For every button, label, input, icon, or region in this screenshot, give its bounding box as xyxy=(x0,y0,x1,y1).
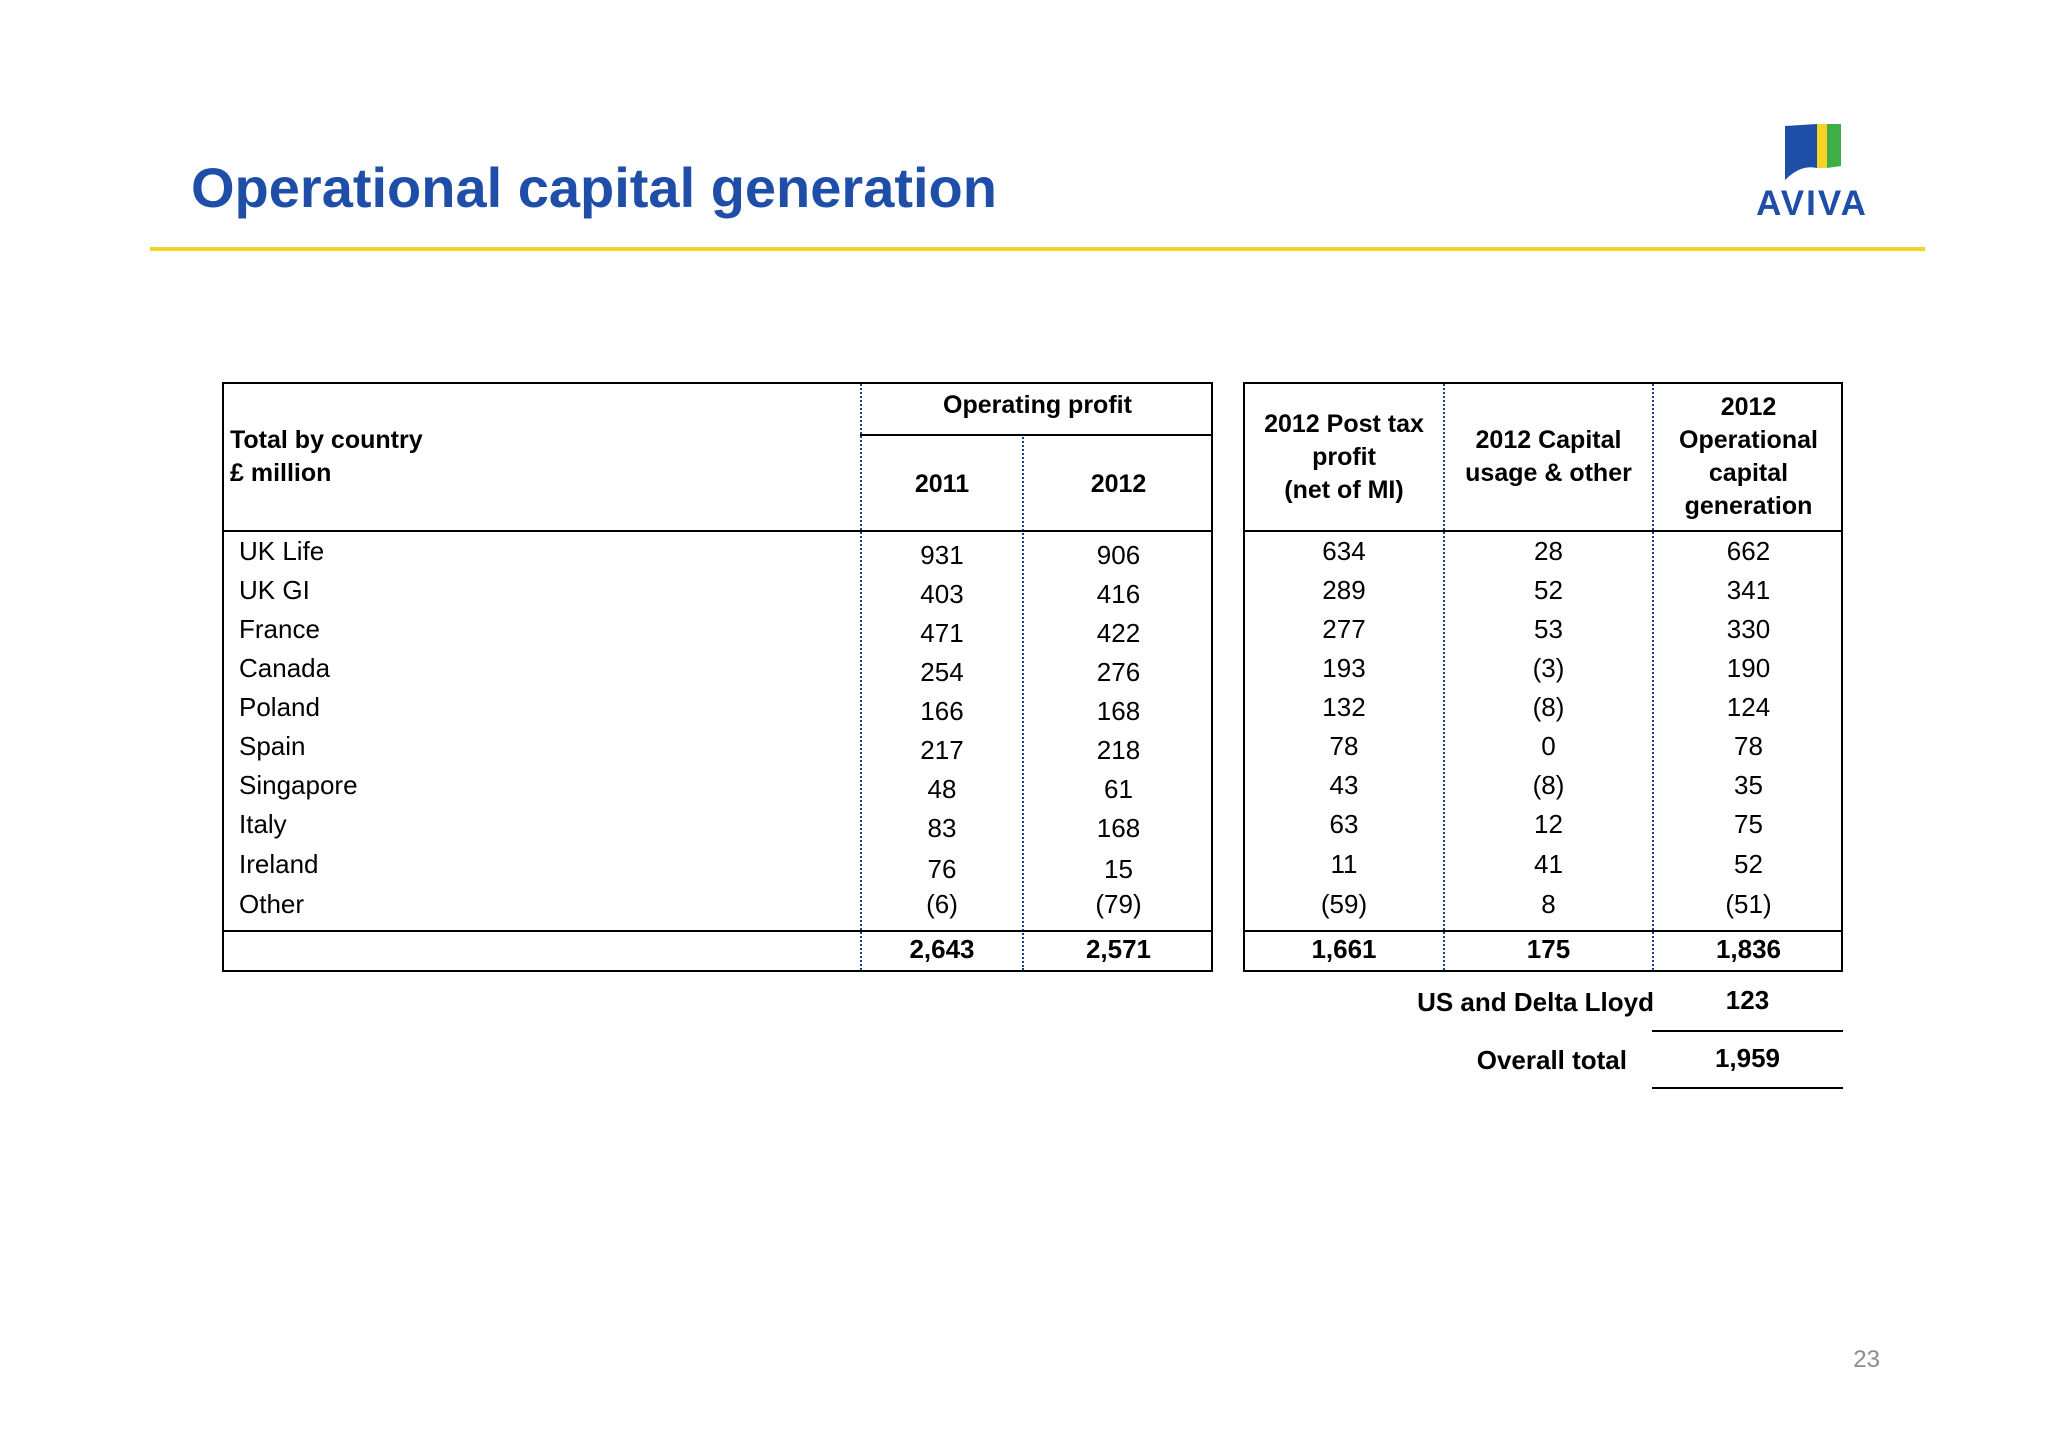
post-tax-value: 132 xyxy=(1322,692,1366,722)
profit-2011-value: 166 xyxy=(920,696,964,726)
total-post-tax-value: 1,661 xyxy=(1311,934,1377,964)
profit-2012-value: 15 xyxy=(1104,854,1133,884)
capital-usage-value: (8) xyxy=(1532,770,1565,800)
profit-2012-value: 218 xyxy=(1096,735,1141,765)
country-label: Poland xyxy=(239,692,320,722)
page-number: 23 xyxy=(1853,1346,1880,1373)
header-rule xyxy=(1245,530,1841,532)
extra-row-rule xyxy=(1652,1030,1843,1032)
profit-2011-value: 76 xyxy=(927,854,957,884)
country-label: Canada xyxy=(239,653,331,683)
year-2011-header: 2011 xyxy=(914,470,970,498)
profit-2011-value: 254 xyxy=(920,657,964,687)
header-line: 2012 Capital xyxy=(1475,426,1622,454)
profit-2011-value: (6) xyxy=(926,889,958,919)
total-2011-value: 2,643 xyxy=(909,934,975,964)
profit-2012-value: 416 xyxy=(1096,579,1141,609)
aviva-logo-mark-icon xyxy=(1785,124,1841,180)
post-tax-value: 43 xyxy=(1329,770,1359,800)
header-line: generation xyxy=(1684,492,1813,520)
country-label: UK Life xyxy=(239,536,325,566)
profit-2012-value: 276 xyxy=(1096,657,1141,687)
header-line: Operational xyxy=(1679,426,1818,454)
country-label: Ireland xyxy=(239,849,319,879)
capital-usage-value: (3) xyxy=(1532,653,1565,683)
aviva-logo xyxy=(1742,124,1882,223)
header-rule xyxy=(224,530,1211,532)
capital-generation-value: 662 xyxy=(1726,536,1771,566)
header-line: 2012 Post tax xyxy=(1264,410,1424,438)
post-tax-value: 634 xyxy=(1322,536,1366,566)
post-tax-profit-header xyxy=(1245,408,1443,507)
country-label: Singapore xyxy=(239,770,358,800)
row-label-header-line: Total by country xyxy=(230,426,423,454)
profit-2012-value: (79) xyxy=(1095,889,1142,919)
capital-generation-value: 75 xyxy=(1734,809,1763,839)
country-label: Italy xyxy=(239,809,287,839)
post-tax-value: 63 xyxy=(1329,809,1359,839)
operating-profit-header: Operating profit xyxy=(943,391,1132,419)
capital-usage-value: (8) xyxy=(1532,692,1565,722)
aviva-wordmark: AVIVA xyxy=(1756,184,1868,223)
profit-2012-value: 168 xyxy=(1096,813,1141,843)
post-tax-value: 11 xyxy=(1330,849,1358,879)
total-capital-usage-value: 175 xyxy=(1526,934,1571,964)
country-label: France xyxy=(239,614,320,644)
capital-usage-value: 41 xyxy=(1534,849,1563,879)
capital-usage-value: 0 xyxy=(1541,731,1556,761)
capital-generation-value: 78 xyxy=(1734,731,1763,761)
profit-2012-value: 61 xyxy=(1104,774,1133,804)
country-label: Other xyxy=(239,889,305,919)
country-label: Spain xyxy=(239,731,306,761)
year-2012-header: 2012 xyxy=(1090,470,1147,498)
capital-usage-value: 53 xyxy=(1534,614,1563,644)
us-delta-lloyd-label: US and Delta Lloyd xyxy=(1417,987,1654,1017)
capital-generation-value: 330 xyxy=(1726,614,1771,644)
total-2012-value: 2,571 xyxy=(1085,934,1152,964)
capital-generation-value: 35 xyxy=(1734,770,1763,800)
profit-2012-value: 422 xyxy=(1096,618,1141,648)
country-label: UK GI xyxy=(239,575,310,605)
profit-2011-value: 217 xyxy=(920,735,964,765)
capital-usage-value: 12 xyxy=(1534,809,1563,839)
capital-generation-value: 124 xyxy=(1726,692,1771,722)
post-tax-value: 289 xyxy=(1322,575,1366,605)
capital-generation-value: 341 xyxy=(1726,575,1771,605)
profit-2011-value: 931 xyxy=(920,540,964,570)
post-tax-value: 193 xyxy=(1322,653,1366,683)
profit-2011-value: 83 xyxy=(927,813,957,843)
row-label-header xyxy=(230,424,630,490)
post-tax-value: 277 xyxy=(1322,614,1366,644)
row-label-header-line: £ million xyxy=(230,459,332,487)
overall-total-value: 1,959 xyxy=(1714,1043,1781,1073)
total-rule xyxy=(224,930,1211,932)
header-line: profit xyxy=(1312,443,1376,471)
profit-2011-value: 471 xyxy=(920,618,964,648)
capital-usage-value: 8 xyxy=(1541,889,1556,919)
total-rule xyxy=(1245,930,1841,932)
capital-generation-table xyxy=(1243,382,1843,972)
overall-total-label: Overall total xyxy=(1476,1045,1627,1075)
header-line: 2012 xyxy=(1720,393,1777,421)
capital-generation-value: (51) xyxy=(1725,889,1772,919)
profit-2012-value: 168 xyxy=(1096,696,1141,726)
profit-2011-value: 48 xyxy=(927,774,957,804)
capital-usage-header xyxy=(1445,424,1652,490)
capital-generation-value: 190 xyxy=(1726,653,1771,683)
profit-2012-value: 906 xyxy=(1096,540,1141,570)
us-delta-lloyd-value: 123 xyxy=(1725,985,1770,1015)
post-tax-value: (59) xyxy=(1320,889,1368,919)
page-title: Operational capital generation xyxy=(191,156,997,219)
operating-profit-table xyxy=(222,382,1213,972)
total-capital-generation-value: 1,836 xyxy=(1715,934,1782,964)
post-tax-value: 78 xyxy=(1329,731,1359,761)
capital-usage-value: 28 xyxy=(1534,536,1563,566)
header-line: usage & other xyxy=(1465,459,1632,487)
capital-generation-value: 52 xyxy=(1734,849,1763,879)
capital-usage-value: 52 xyxy=(1534,575,1563,605)
profit-2011-value: 403 xyxy=(920,579,964,609)
operational-capital-header xyxy=(1654,391,1843,523)
header-line: capital xyxy=(1708,459,1789,487)
group-header-rule xyxy=(860,434,1211,436)
extra-row-rule xyxy=(1652,1087,1843,1089)
title-divider xyxy=(150,247,1925,251)
header-line: (net of MI) xyxy=(1284,476,1404,504)
